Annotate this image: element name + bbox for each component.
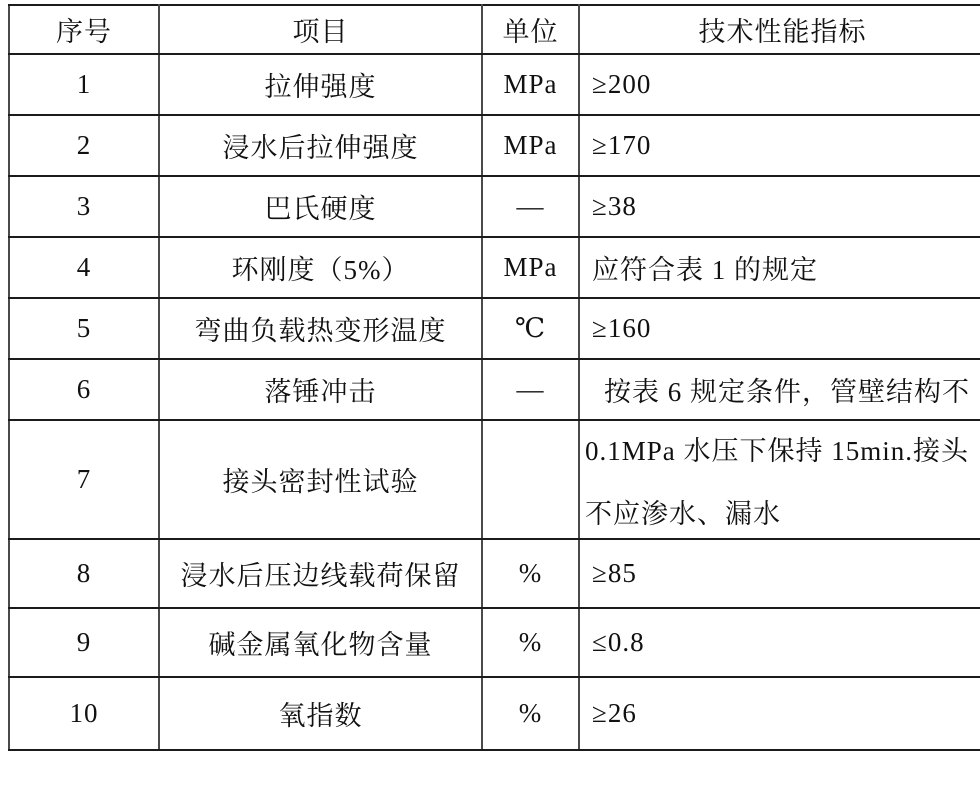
serial-cell: 3 (9, 176, 159, 237)
serial-cell: 4 (9, 237, 159, 298)
item-cell: 弯曲负载热变形温度 (159, 298, 482, 359)
indicator-line-2: 不应渗水、漏水 (585, 498, 781, 529)
serial-cell: 10 (9, 677, 159, 750)
indicator-line-1: 0.1MPa 水压下保持 15min.接头 (585, 435, 970, 466)
serial-cell: 9 (9, 608, 159, 677)
serial-cell: 8 (9, 539, 159, 608)
table-row (9, 608, 980, 677)
table-row (9, 176, 980, 237)
table-row (9, 54, 980, 115)
serial-cell: 1 (9, 54, 159, 115)
serial-cell: 6 (9, 359, 159, 420)
indicator-cell: ≥26 (579, 677, 980, 750)
unit-cell: MPa (482, 237, 579, 298)
indicator-cell: ≥170 (579, 115, 980, 176)
item-cell: 接头密封性试验 (159, 420, 482, 539)
table-row (9, 539, 980, 608)
header-row (9, 5, 980, 54)
indicator-cell: 应符合表 1 的规定 (579, 237, 980, 298)
indicator-cell: ≥38 (579, 176, 980, 237)
spec-table (8, 4, 980, 751)
header-serial: 序号 (9, 5, 159, 54)
unit-cell: % (482, 608, 579, 677)
item-cell: 拉伸强度 (159, 54, 482, 115)
indicator-cell: ≥85 (579, 539, 980, 608)
table-row (9, 298, 980, 359)
item-cell: 落锤冲击 (159, 359, 482, 420)
unit-cell: MPa (482, 115, 579, 176)
table-row (9, 677, 980, 750)
table-row (9, 237, 980, 298)
item-cell: 环刚度（5%） (159, 237, 482, 298)
item-cell: 碱金属氧化物含量 (159, 608, 482, 677)
unit-cell: — (482, 359, 579, 420)
header-item: 项目 (159, 5, 482, 54)
header-indicator: 技术性能指标 (579, 5, 980, 54)
indicator-cell: ≤0.8 (579, 608, 980, 677)
indicator-cell: 按表 6 规定条件，管壁结构不 (579, 359, 980, 420)
item-cell: 氧指数 (159, 677, 482, 750)
unit-cell: MPa (482, 54, 579, 115)
header-unit: 单位 (482, 5, 579, 54)
unit-cell: — (482, 176, 579, 237)
serial-cell: 7 (9, 420, 159, 539)
item-cell: 浸水后拉伸强度 (159, 115, 482, 176)
indicator-cell: ≥160 (579, 298, 980, 359)
unit-cell: ℃ (482, 298, 579, 359)
item-cell: 巴氏硬度 (159, 176, 482, 237)
unit-cell: % (482, 539, 579, 608)
indicator-cell: ≥200 (579, 54, 980, 115)
table-row (9, 115, 980, 176)
unit-cell: % (482, 677, 579, 750)
table-row (9, 420, 980, 539)
item-cell: 浸水后压边线载荷保留 (159, 539, 482, 608)
serial-cell: 2 (9, 115, 159, 176)
unit-cell (482, 420, 579, 539)
serial-cell: 5 (9, 298, 159, 359)
indicator-cell (579, 420, 980, 539)
indicator-multiline (585, 429, 980, 531)
table-row (9, 359, 980, 420)
